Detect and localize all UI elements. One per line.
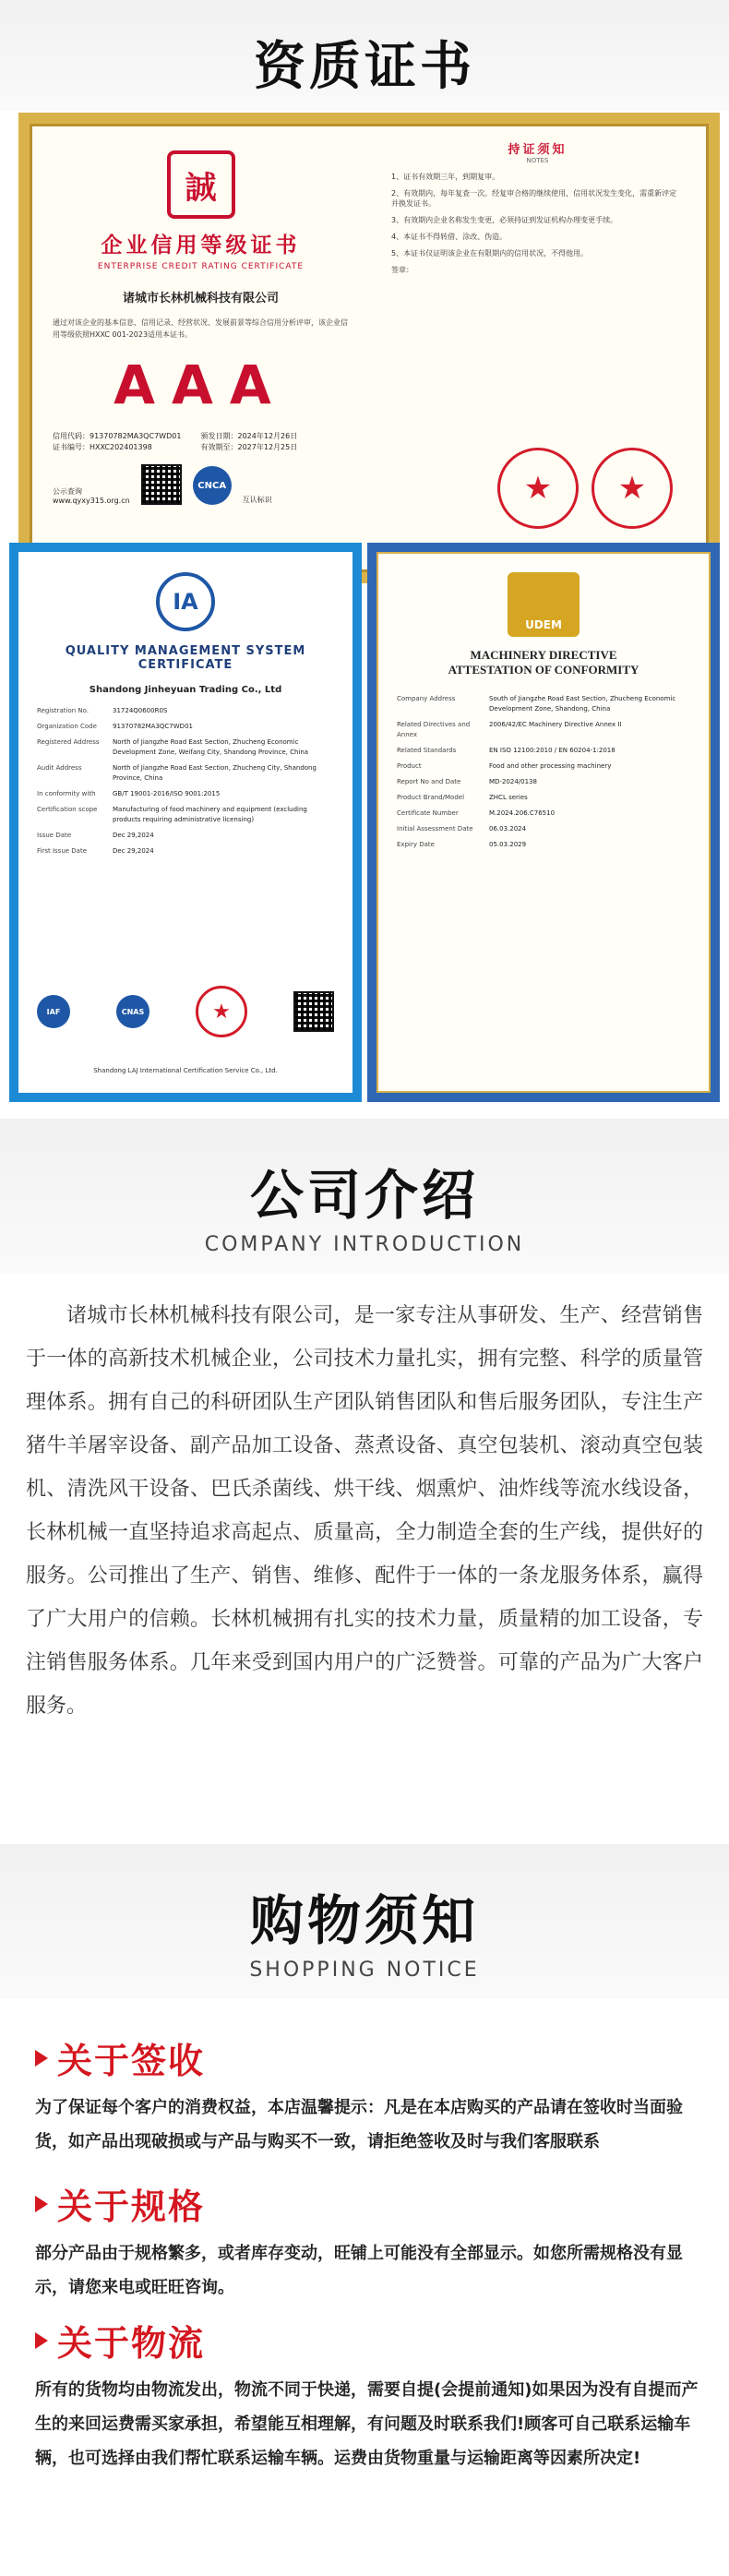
iso-logo-icon: IA: [156, 572, 215, 631]
detail-value: Dec 29,2024: [113, 832, 154, 839]
valid-date: [201, 442, 350, 453]
detail-key: First Issue Date: [37, 847, 88, 855]
issue-date-value: 2024年12月26日: [237, 432, 298, 440]
detail-value: 06.03.2024: [489, 825, 527, 833]
cnas-logo-icon: CNAS: [116, 995, 149, 1028]
detail-row: [37, 722, 334, 732]
detail-key: Organization Code: [37, 723, 97, 730]
detail-row: [397, 809, 690, 819]
sign-label: 签章：: [391, 266, 413, 274]
detail-value: ZHCL series: [489, 794, 528, 801]
section-subtitle: COMPANY INTRODUCTION: [204, 1233, 525, 1256]
certificate-body: [376, 552, 711, 1093]
official-seal-icon: ★: [497, 448, 579, 529]
detail-value: Food and other processing machinery: [489, 762, 612, 770]
detail-key: Product Brand/Model: [397, 794, 465, 801]
notice-specs: [35, 2178, 709, 2305]
issue-date: [201, 431, 350, 442]
issuer-name: Shandong LAJ International Certification Service Co., Ltd.: [93, 1067, 278, 1074]
quality-management-certificate: [9, 543, 362, 1102]
cert-number-label: 证书编号：: [53, 443, 90, 451]
company-name: 诸城市长林机械科技有限公司: [122, 292, 279, 306]
detail-key: Initial Assessment Date: [397, 825, 473, 833]
qr-code-icon: [141, 464, 182, 505]
detail-row: [397, 720, 690, 740]
credit-code: [53, 431, 201, 442]
detail-key: Related Directives and Annex: [397, 721, 471, 738]
certificate-body: [18, 552, 353, 1093]
detail-row: [397, 746, 690, 756]
company-name: Shandong Jinheyuan Trading Co., Ltd: [89, 685, 282, 695]
company-intro-text: 诸城市长林机械科技有限公司，是一家专注从事研发、生产、经营销售于一体的高新技术机械企业，公司技术力量扎实，拥有完整、科学的质量管理体系。拥有自己的科研团队生产团队销售团队和售后服务团队，专注生产猪牛羊屠宰设备、副产品加工设备、蒸煮设备、真空包装机、滚动真空包装机、清洗风干设备、巴氏杀菌线、烘干线、烟熏炉、油炸线等流水线设备，长林机械一直坚持追求高起点、质量高，全力制造全套的生产线，提供好的服务。公司推出了生产、销售、维修、配件于一体的一条龙服务体系，赢得了广大用户的信赖。长林机械拥有扎实的技术力量，质量精的加工设备，专注销售服务体系。几年来受到国内用户的广泛赞誉。可靠的产品为广大客户服务。: [26, 1304, 703, 1718]
detail-row: [397, 840, 690, 850]
official-seal-icon: ★: [592, 448, 673, 529]
detail-value: North of Jiangzhe Road East Section, Zhucheng City, Shandong Province, China: [113, 764, 317, 782]
notice-title-text: 关于规格: [57, 2187, 206, 2227]
detail-row: [37, 763, 334, 784]
credit-grade: AAA: [114, 353, 288, 416]
detail-row: [37, 789, 334, 799]
arrow-right-icon: [35, 2196, 48, 2212]
notice-title: [35, 2032, 709, 2083]
accreditation-badges: [37, 986, 334, 1037]
notice-title: [35, 2315, 709, 2366]
detail-value: M.2024.206.C76510: [489, 809, 556, 817]
section-title: 资质证书: [254, 37, 475, 97]
detail-row: [37, 737, 334, 758]
detail-value: Manufacturing of food machinery and equipment (excluding products requiring administrative licensing): [113, 806, 307, 823]
detail-row: [37, 831, 334, 841]
detail-key: Related Standards: [397, 747, 457, 754]
notice-signing: [35, 2032, 709, 2159]
certificate-title: 企业信用等级证书: [101, 234, 301, 258]
detail-value: Dec 29,2024: [113, 847, 154, 855]
certificate-front: [32, 126, 369, 569]
detail-row: [397, 777, 690, 787]
cert-number-value: HXXC202401398: [90, 443, 152, 451]
detail-row: [397, 694, 690, 714]
notice-logistics: [35, 2315, 709, 2475]
note-item: 2、有效期内，每年复查一次。经复审合格的继续使用，信用状况发生变化，需重新评定并换发证书。: [391, 189, 677, 208]
credit-code-value: 91370782MA3QC7WD01: [90, 432, 182, 440]
detail-key: Registered Address: [37, 738, 100, 746]
detail-key: Registration No.: [37, 707, 90, 714]
credit-rating-certificate: [18, 113, 720, 583]
detail-row: [37, 846, 334, 857]
detail-key: Product: [397, 762, 422, 770]
certificate-notes: [369, 126, 706, 569]
certificate-title: QUALITY MANAGEMENT SYSTEM CERTIFICATE: [65, 644, 306, 672]
mutual-recognition-label: 互认标识: [242, 496, 272, 504]
detail-key: Audit Address: [37, 764, 82, 772]
notes-title: 持证须知: [508, 143, 568, 157]
detail-value: North of Jiangzhe Road East Section, Zhucheng Economic Development Zone, Weifang City, Shandong Province, China: [113, 738, 309, 756]
verify-label: 公示查询: [53, 487, 82, 496]
verification-row: [53, 464, 349, 505]
valid-date-value: 2027年12月25日: [237, 443, 298, 451]
note-item: 4、本证书不得转借、涂改、伪造。: [391, 233, 508, 241]
udem-logo-icon: UDEM: [508, 572, 580, 637]
notes-subtitle: NOTES: [526, 157, 549, 164]
note-item: 5、本证书仅证明该企业在有限期内的信用状况，不得他用。: [391, 249, 589, 258]
cert-number: [53, 442, 201, 453]
detail-value: 05.03.2029: [489, 841, 527, 848]
notice-title: [35, 2178, 709, 2229]
detail-value: EN ISO 12100:2010 / EN 60204-1:2018: [489, 747, 615, 754]
detail-key: Expiry Date: [397, 841, 435, 848]
integrity-seal-icon: 誠: [167, 150, 235, 219]
note-item: 1、证书有效期三年，到期复审。: [391, 173, 500, 181]
verify-info: [53, 486, 130, 505]
detail-key: Certification scope: [37, 806, 98, 813]
detail-key: In conformity with: [37, 790, 96, 797]
machinery-directive-certificate: [367, 543, 720, 1102]
detail-row: [397, 761, 690, 772]
arrow-right-icon: [35, 2050, 48, 2067]
credit-code-label: 信用代码：: [53, 432, 90, 440]
verify-url: www.qyxy315.org.cn: [53, 497, 130, 505]
official-seal-icon: ★: [196, 986, 247, 1037]
detail-key: Issue Date: [37, 832, 72, 839]
detail-key: Certificate Number: [397, 809, 459, 817]
seal-row: [497, 448, 673, 529]
detail-value: GB/T 19001-2016/ISO 9001:2015: [113, 790, 221, 797]
certificate-title: MACHINERY DIRECTIVE: [470, 648, 617, 662]
shopping-notice-header: [0, 1844, 729, 1999]
detail-value: 91370782MA3QC7WD01: [113, 723, 193, 730]
detail-key: Company Address: [397, 695, 456, 702]
certificate-subtitle: ENTERPRISE CREDIT RATING CERTIFICATE: [97, 262, 305, 271]
arrow-right-icon: [35, 2332, 48, 2349]
notice-body: 为了保证每个客户的消费权益，本店温馨提示：凡是在本店购买的产品请在签收时当面验货，如产品出现破损或与产品与购买不一致，请拒绝签收及时与我们客服联系: [35, 2098, 683, 2151]
certificate-subtitle: ATTESTATION OF CONFORMITY: [448, 663, 639, 677]
cnca-logo-icon: CNCA: [193, 466, 232, 505]
section-title: 公司介绍: [249, 1164, 479, 1227]
certificate-details: [397, 694, 690, 850]
detail-value: MD-2024/0138: [489, 778, 537, 785]
issue-date-label: 颁发日期：: [200, 432, 238, 440]
certificate-details: [37, 706, 334, 857]
detail-row: [37, 805, 334, 825]
notice-body: 部分产品由于规格繁多，或者库存变动，旺铺上可能没有全部显示。如您所需规格没有显示，请您来电或旺旺咨询。: [35, 2244, 683, 2297]
detail-row: [397, 824, 690, 834]
detail-key: Report No and Date: [397, 778, 461, 785]
detail-value: 31724Q0600R0S: [113, 707, 168, 714]
detail-row: [37, 706, 334, 716]
detail-value: 2006/42/EC Machinery Directive Annex II: [489, 721, 622, 728]
section-subtitle: SHOPPING NOTICE: [249, 1959, 480, 1982]
notice-body: 所有的货物均由物流发出，物流不同于快递，需要自提(会提前通知)如果因为没有自提而产生的来回运费需买家承担，希望能互相理解，有问题及时联系我们!顾客可自己联系运输车辆，也可选择由我们帮忙联系运输车辆。运费由货物重量与运输距离等因素所决定!: [35, 2380, 699, 2468]
company-intro-header: [0, 1119, 729, 1274]
certificate-meta: [53, 431, 349, 453]
note-item: 3、有效期内企业名称发生变更，必须持证到发证机构办理变更手续。: [391, 216, 618, 224]
qr-code-icon: [293, 991, 334, 1032]
iaf-logo-icon: IAF: [37, 995, 70, 1028]
detail-value: South of Jiangzhe Road East Section, Zhucheng Economic Development Zone, Shandong, China: [489, 695, 676, 713]
notice-title-text: 关于物流: [57, 2323, 206, 2364]
section-title: 购物须知: [249, 1889, 479, 1952]
notice-title-text: 关于签收: [57, 2041, 206, 2081]
detail-row: [397, 793, 690, 803]
qualification-header: [0, 0, 729, 111]
certificate-body: [30, 124, 709, 572]
certificate-description: 通过对该企业的基本信息、信用记录、经营状况、发展前景等综合信用分析评审，该企业信用等级依照HXXC 001-2023适用本证书。: [53, 318, 348, 339]
valid-date-label: 有效期至：: [200, 443, 238, 451]
